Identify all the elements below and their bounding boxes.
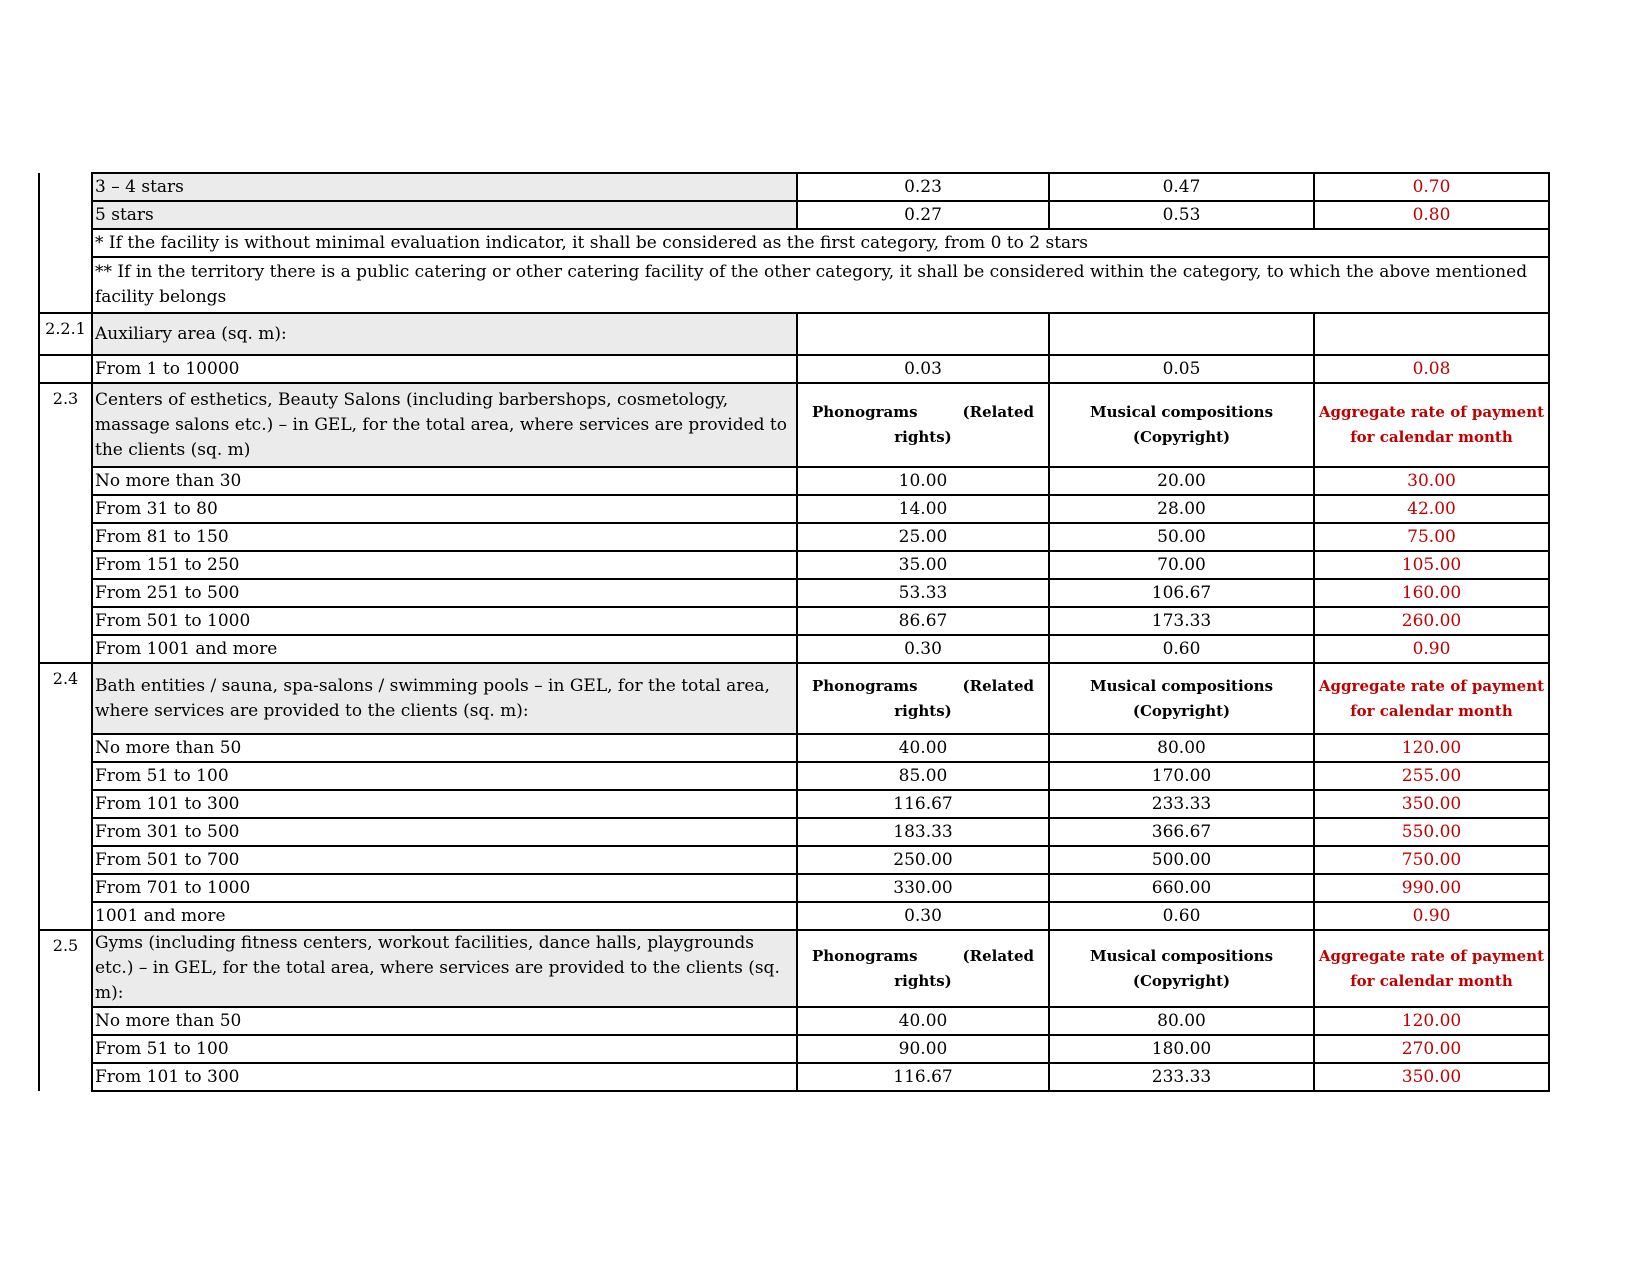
aggregate-value: 42.00: [1314, 495, 1549, 523]
table-row: [39, 495, 1549, 523]
phonograms-value: 14.00: [797, 495, 1049, 523]
musical-value: 80.00: [1049, 734, 1314, 762]
musical-value: 106.67: [1049, 579, 1314, 607]
aggregate-value: 105.00: [1314, 551, 1549, 579]
table-row: [39, 1035, 1549, 1063]
section-header-row: [39, 663, 1549, 734]
row-label: From 1 to 10000: [92, 355, 797, 383]
aggregate-header: Aggregate rate of payment for calendar month: [1314, 383, 1549, 467]
musical-value: 28.00: [1049, 495, 1314, 523]
aggregate-value: 120.00: [1314, 1007, 1549, 1035]
row-label: From 301 to 500: [92, 818, 797, 846]
musical-header: Musical compositions (Copyright): [1049, 663, 1314, 734]
table-row: [39, 229, 1549, 257]
row-label: From 31 to 80: [92, 495, 797, 523]
musical-value: 0.05: [1049, 355, 1314, 383]
musical-value: 170.00: [1049, 762, 1314, 790]
musical-header: Musical compositions (Copyright): [1049, 383, 1314, 467]
aggregate-value: 0.70: [1314, 173, 1549, 201]
musical-value: 173.33: [1049, 607, 1314, 635]
phonograms-value: 86.67: [797, 607, 1049, 635]
row-label: No more than 30: [92, 467, 797, 495]
musical-value: 233.33: [1049, 790, 1314, 818]
section-header-row: [39, 313, 1549, 355]
phonograms-header: Phonograms (Related rights): [797, 383, 1049, 467]
row-label: From 81 to 150: [92, 523, 797, 551]
aggregate-value: 0.90: [1314, 902, 1549, 930]
row-label: From 51 to 100: [92, 1035, 797, 1063]
row-label: No more than 50: [92, 1007, 797, 1035]
table-row: [39, 874, 1549, 902]
row-label: From 501 to 700: [92, 846, 797, 874]
aggregate-value: 255.00: [1314, 762, 1549, 790]
aggregate-value: 120.00: [1314, 734, 1549, 762]
section-title: Centers of esthetics, Beauty Salons (including barbershops, cosmetology, massage salons etc.) – in GEL, for the total area, where services are provided to the clients (sq. m): [92, 383, 797, 467]
phonograms-value: 0.03: [797, 355, 1049, 383]
aggregate-value: 990.00: [1314, 874, 1549, 902]
section-header-row: [39, 383, 1549, 467]
phonograms-value: 0.27: [797, 201, 1049, 229]
phonograms-value: 116.67: [797, 1063, 1049, 1091]
phonograms-header: Phonograms (Related rights): [797, 663, 1049, 734]
table-row: [39, 734, 1549, 762]
aggregate-value: 0.90: [1314, 635, 1549, 663]
row-label: 3 – 4 stars: [92, 173, 797, 201]
row-label: 1001 and more: [92, 902, 797, 930]
table-row: [39, 355, 1549, 383]
phonograms-value: 0.23: [797, 173, 1049, 201]
musical-value: 20.00: [1049, 467, 1314, 495]
phonograms-value: 116.67: [797, 790, 1049, 818]
row-label: From 251 to 500: [92, 579, 797, 607]
table-row: [39, 790, 1549, 818]
phonograms-value: 25.00: [797, 523, 1049, 551]
table-row: [39, 173, 1549, 201]
phonograms-value: 0.30: [797, 902, 1049, 930]
phonograms-value: 40.00: [797, 1007, 1049, 1035]
row-label: No more than 50: [92, 734, 797, 762]
empty-cell: [1049, 313, 1314, 355]
footnote: ** If in the territory there is a public catering or other catering facility of the other category, it shall be considered within the category, to which the above mentioned facility belongs: [92, 257, 1549, 313]
phonograms-value: 90.00: [797, 1035, 1049, 1063]
aggregate-value: 350.00: [1314, 790, 1549, 818]
section-title: Bath entities / sauna, spa-salons / swimming pools – in GEL, for the total area, where services are provided to the clients (sq. m):: [92, 663, 797, 734]
aggregate-value: 75.00: [1314, 523, 1549, 551]
row-label: From 701 to 1000: [92, 874, 797, 902]
table-row: [39, 635, 1549, 663]
musical-header: Musical compositions (Copyright): [1049, 930, 1314, 1007]
aggregate-value: 270.00: [1314, 1035, 1549, 1063]
section-header-row: [39, 930, 1549, 1007]
musical-value: 0.47: [1049, 173, 1314, 201]
musical-value: 500.00: [1049, 846, 1314, 874]
phonograms-value: 330.00: [797, 874, 1049, 902]
table-row: [39, 523, 1549, 551]
phonograms-value: 250.00: [797, 846, 1049, 874]
musical-value: 233.33: [1049, 1063, 1314, 1091]
aggregate-value: 0.08: [1314, 355, 1549, 383]
table-row: [39, 762, 1549, 790]
table-row: [39, 467, 1549, 495]
table-row: [39, 1007, 1549, 1035]
section-number: 2.2.1: [39, 313, 92, 355]
row-label: From 51 to 100: [92, 762, 797, 790]
musical-value: 80.00: [1049, 1007, 1314, 1035]
row-label: From 101 to 300: [92, 790, 797, 818]
aggregate-value: 350.00: [1314, 1063, 1549, 1091]
phonograms-value: 35.00: [797, 551, 1049, 579]
table-row: [39, 902, 1549, 930]
phonograms-value: 183.33: [797, 818, 1049, 846]
aggregate-value: 260.00: [1314, 607, 1549, 635]
row-label: 5 stars: [92, 201, 797, 229]
phonograms-header: Phonograms (Related rights): [797, 930, 1049, 1007]
musical-value: 70.00: [1049, 551, 1314, 579]
musical-value: 0.60: [1049, 902, 1314, 930]
continued-section-number-cell: [39, 173, 92, 313]
phonograms-value: 85.00: [797, 762, 1049, 790]
empty-cell: [797, 313, 1049, 355]
row-label: From 501 to 1000: [92, 607, 797, 635]
section-number: 2.3: [39, 383, 92, 663]
section-title: Auxiliary area (sq. m):: [92, 313, 797, 355]
aggregate-value: 750.00: [1314, 846, 1549, 874]
aggregate-value: 30.00: [1314, 467, 1549, 495]
phonograms-value: 0.30: [797, 635, 1049, 663]
row-label: From 151 to 250: [92, 551, 797, 579]
phonograms-value: 53.33: [797, 579, 1049, 607]
phonograms-value: 40.00: [797, 734, 1049, 762]
footnote: * If the facility is without minimal evaluation indicator, it shall be considered as the first category, from 0 to 2 stars: [92, 229, 1549, 257]
musical-value: 366.67: [1049, 818, 1314, 846]
table-row: [39, 551, 1549, 579]
row-label: From 101 to 300: [92, 1063, 797, 1091]
aggregate-value: 160.00: [1314, 579, 1549, 607]
aggregate-header: Aggregate rate of payment for calendar month: [1314, 663, 1549, 734]
table-row: [39, 607, 1549, 635]
musical-value: 660.00: [1049, 874, 1314, 902]
section-title: Gyms (including fitness centers, workout facilities, dance halls, playgrounds etc.) – in GEL, for the total area, where services are provided to the clients (sq. m):: [92, 930, 797, 1007]
row-label: From 1001 and more: [92, 635, 797, 663]
aggregate-value: 0.80: [1314, 201, 1549, 229]
musical-value: 50.00: [1049, 523, 1314, 551]
musical-value: 180.00: [1049, 1035, 1314, 1063]
empty-cell: [1314, 313, 1549, 355]
aggregate-value: 550.00: [1314, 818, 1549, 846]
musical-value: 0.60: [1049, 635, 1314, 663]
empty-cell: [39, 355, 92, 383]
tariff-table: [38, 172, 1550, 1092]
table-row: [39, 818, 1549, 846]
table-row: [39, 1063, 1549, 1091]
section-number: 2.4: [39, 663, 92, 930]
aggregate-header: Aggregate rate of payment for calendar month: [1314, 930, 1549, 1007]
section-number: 2.5: [39, 930, 92, 1091]
table-row: [39, 201, 1549, 229]
phonograms-value: 10.00: [797, 467, 1049, 495]
table-row: [39, 257, 1549, 313]
table-row: [39, 579, 1549, 607]
table-row: [39, 846, 1549, 874]
musical-value: 0.53: [1049, 201, 1314, 229]
